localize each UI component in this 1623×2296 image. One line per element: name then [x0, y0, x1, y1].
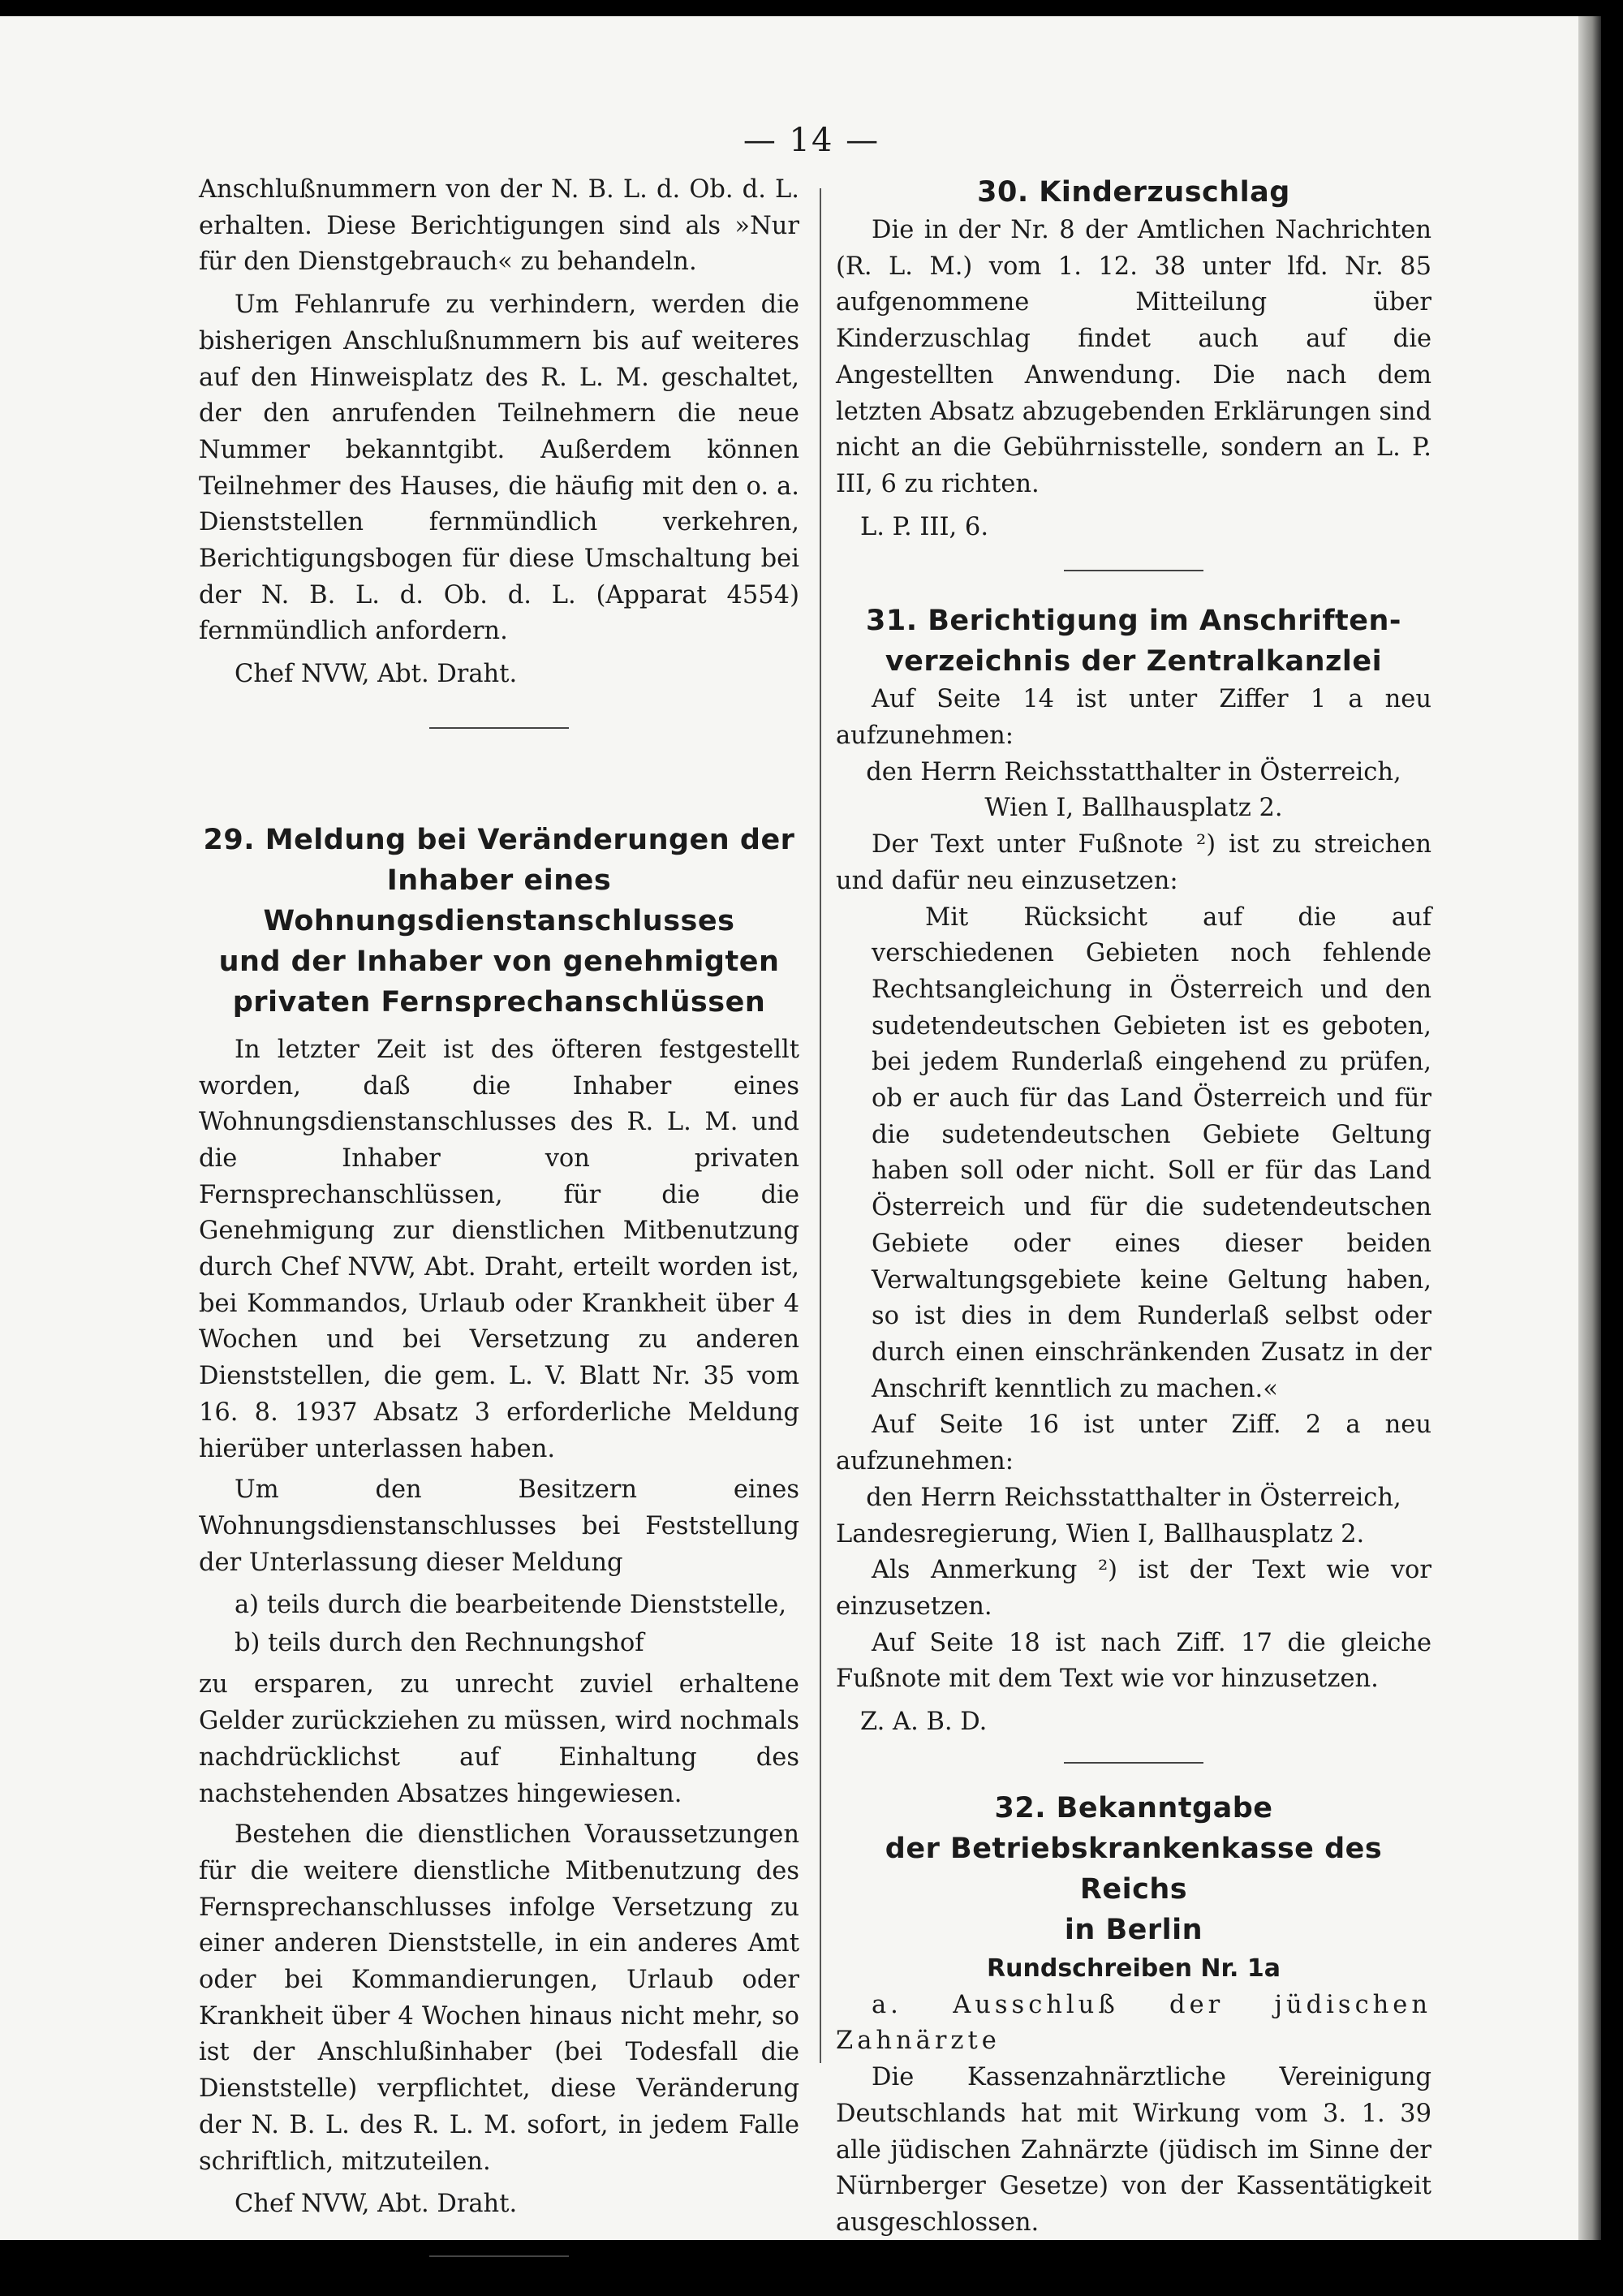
section-29	[199, 820, 799, 2257]
list	[199, 1586, 799, 1662]
section-heading-line: privaten Fernsprechanschlüssen	[232, 985, 766, 1019]
section-heading-line: verzeichnis der Zentralkanzlei	[885, 645, 1383, 678]
paragraph: Um den Besitzern eines Wohnungsdienstanschlusses bei Feststellung der Unterlassung dieser Meldung	[199, 1475, 799, 1577]
paragraph: Auf Seite 18 ist nach Ziff. 17 die gleiche Fußnote mit dem Text wie vor hinzusetzen.	[836, 1628, 1431, 1694]
address-line: den Herrn Reichsstatthalter in Österreich,	[866, 757, 1401, 786]
subheading: Rundschreiben Nr. 1a	[987, 1954, 1281, 1983]
page-edge-shadow	[1578, 16, 1601, 2240]
item-heading: a. Ausschluß der jüdischen Zahnärzte	[836, 1990, 1431, 2056]
section-heading-line: in Berlin	[1064, 1913, 1203, 1946]
signature: Chef NVW, Abt. Draht.	[235, 660, 518, 689]
section-rule	[429, 727, 569, 729]
paragraph: Auf Seite 16 ist unter Ziff. 2 a neu aufzunehmen:	[836, 1411, 1431, 1476]
section-rule	[1064, 1762, 1203, 1764]
continuation-paragraph: Anschlußnummern von der N. B. L. d. Ob. d. L. erhalten. Diese Berichtigungen sind als »Nur für den Dienstgebrauch« zu behandeln.	[199, 175, 799, 277]
list-item: b) teils durch den Rechnungshof	[235, 1629, 644, 1658]
section-heading-line: der Betriebskrankenkasse des Reichs	[885, 1832, 1383, 1906]
section-rule	[429, 2255, 569, 2257]
paragraph: Die Kassenzahnärztliche Vereinigung Deutschlands hat mit Wirkung vom 3. 1. 39 alle jüdischen Zahnärzte (jüdisch im Sinne der Nürnberger Gesetze) von der Kassentätigkeit ausgeschlossen.	[836, 2063, 1431, 2237]
address-line: Wien I, Ballhausplatz 2.	[984, 794, 1283, 823]
section-heading-line: 32. Bekanntgabe	[994, 1791, 1273, 1824]
paragraph: zu ersparen, zu unrecht zuviel erhaltene Gelder zurückziehen zu müssen, wird nochmals nachdrücklichst auf Einhaltung des nachstehenden Absatzes hingewiesen.	[199, 1670, 799, 1808]
section-30	[836, 172, 1431, 571]
section-heading: 30. Kinderzuschlag	[977, 176, 1290, 209]
section-32	[836, 1788, 1431, 2242]
paragraph: Bestehen die dienstlichen Voraussetzungen für die weitere dienstliche Mitbenutzung des Fernsprechanschlusses infolge Versetzung zu einer anderen Dienststelle, in ein anderes Amt oder bei Kommandierungen, Urlaub oder Krankheit über 4 Wochen hinaus nicht mehr, so ist der Anschlußinhaber (bei Todesfall die Dienststelle) verpflichtet, diese Veränderung der N. B. L. des R. L. M. sofort, in jedem Falle schriftlich, mitzuteilen.	[199, 1820, 799, 2176]
section-heading-line: Inhaber eines Wohnungsdienstanschlusses	[263, 864, 735, 937]
paragraph: Der Text unter Fußnote ²) ist zu streichen und dafür neu einzusetzen:	[836, 830, 1431, 895]
signature: L. P. III, 6.	[860, 512, 989, 541]
signature: Z. A. B. D.	[860, 1708, 988, 1737]
section-rule	[1064, 570, 1203, 571]
right-column	[836, 172, 1431, 2242]
paragraph: Auf Seite 14 ist unter Ziffer 1 a neu aufzunehmen:	[836, 685, 1431, 751]
left-column	[199, 172, 799, 2281]
page-number: — 14 —	[743, 122, 880, 159]
paragraph: Die in der Nr. 8 der Amtlichen Nachrichten (R. L. M.) vom 1. 12. 38 unter lfd. Nr. 85 aufgenommene Mitteilung über Kinderzuschlag findet auch auf die Angestellten Anwendung. Die nach dem letzten Absatz abzugebenden Erklärungen sind nicht an die Gebührnisstelle, sondern an L. P. III, 6 zu richten.	[836, 216, 1431, 498]
list-item: a) teils durch die bearbeitende Dienststelle,	[235, 1591, 787, 1620]
paragraph: Als Anmerkung ²) ist der Text wie vor einzusetzen.	[836, 1556, 1431, 1621]
address-line: Landesregierung, Wien I, Ballhausplatz 2.	[836, 1519, 1365, 1549]
column-divider	[820, 188, 821, 2063]
signature: Chef NVW, Abt. Draht.	[235, 2190, 518, 2219]
section-heading-line: 31. Berichtigung im Anschriften-	[866, 605, 1401, 638]
paragraph: In letzter Zeit ist des öfteren festgestellt worden, daß die Inhaber eines Wohnungsdienstanschlusses des R. L. M. und die Inhaber von privaten Fernsprechanschlüssen, für die die Genehmigung zur dienstlichen Mitbenutzung durch Chef NVW, Abt. Draht, erteilt worden ist, bei Kommandos, Urlaub oder Krankheit über 4 Wochen und bei Versetzung zu anderen Dienststellen, die gem. L. V. Blatt Nr. 35 vom 16. 8. 1937 Absatz 3 erforderliche Meldung hierüber unterlassen haben.	[199, 1035, 799, 1463]
section-31	[836, 601, 1431, 1763]
section-heading-line: 29. Meldung bei Veränderungen der	[203, 823, 795, 856]
section-heading-line: und der Inhaber von genehmigten	[218, 945, 780, 978]
continuation-paragraph: Um Fehlanrufe zu verhindern, werden die bisherigen Anschlußnummern bis auf weiteres auf den Hinweisplatz des R. L. M. geschaltet, der den anrufenden Teilnehmern die neue Nummer bekanntgibt. Außerdem können Teilnehmer des Hauses, die häufig mit den o. a. Dienststellen fernmündlich verkehren, Berichtigungsbogen für diese Umschaltung bei der N. B. L. d. Ob. d. L. (Apparat 4554) fernmündlich anfordern.	[199, 291, 799, 646]
quote: Mit Rücksicht auf die auf verschiedenen Gebieten noch fehlende Rechtsangleichung in Österreich und den sudetendeutschen Gebieten ist es geboten, bei jedem Runderlaß eingehend zu prüfen, ob er auch für das Land Österreich und für die sudetendeutschen Gebiete Geltung haben soll oder nicht. Soll er für das Land Österreich und für die sudetendeutschen Gebiete oder eines dieser beiden Verwaltungsgebiete keine Geltung haben, so ist dies in dem Runderlaß selbst oder durch einen einschränkenden Zusatz in der Anschrift kenntlich zu machen.«	[872, 902, 1431, 1403]
address-line: den Herrn Reichsstatthalter in Österreich,	[866, 1483, 1401, 1512]
